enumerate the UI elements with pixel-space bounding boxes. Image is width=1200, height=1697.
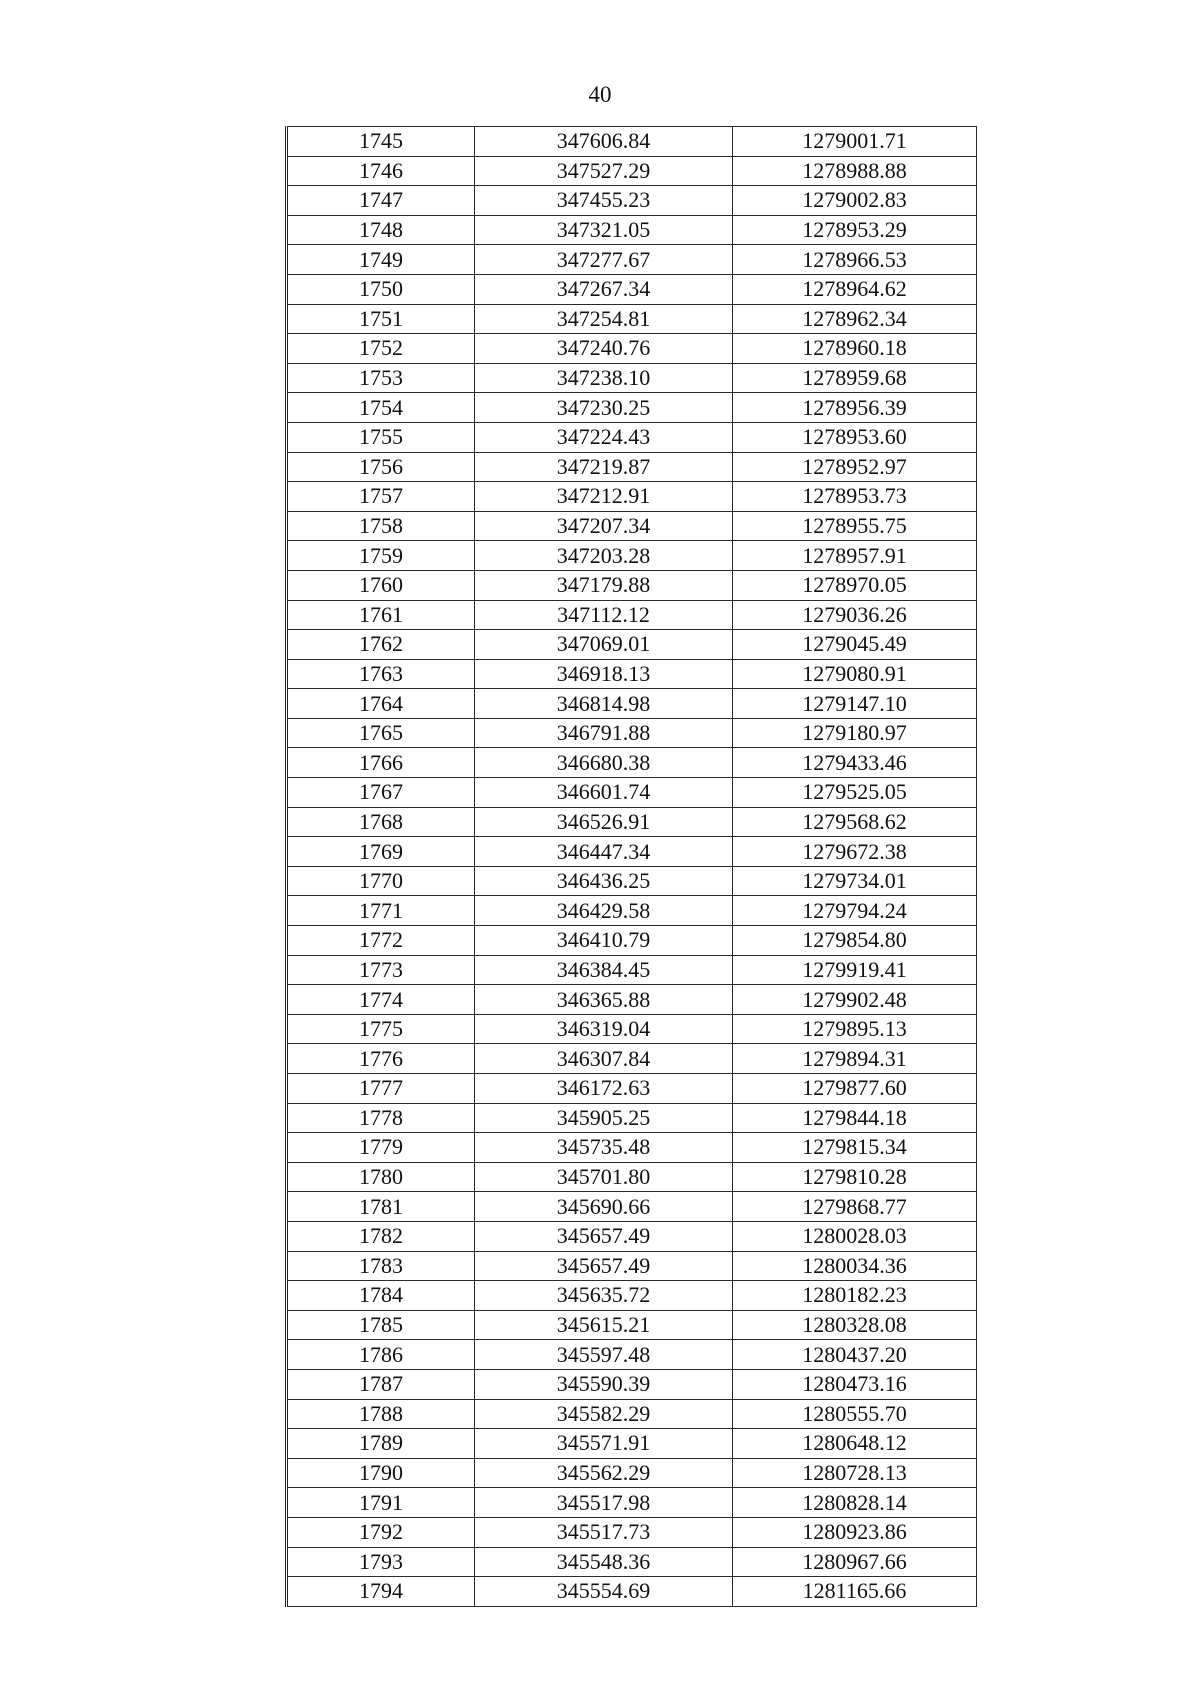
y-coordinate-cell: 1278988.88 [733, 156, 977, 186]
x-coordinate-cell: 345554.69 [475, 1577, 733, 1607]
table-row [287, 1044, 977, 1074]
table-row [287, 274, 977, 304]
x-coordinate-cell: 346429.58 [475, 896, 733, 926]
x-coordinate-cell: 346680.38 [475, 748, 733, 778]
x-coordinate-cell: 346918.13 [475, 659, 733, 689]
y-coordinate-cell: 1278970.05 [733, 570, 977, 600]
table-row [287, 926, 977, 956]
x-coordinate-cell: 346410.79 [475, 926, 733, 956]
point-number-cell: 1764 [287, 689, 475, 719]
x-coordinate-cell: 345905.25 [475, 1103, 733, 1133]
x-coordinate-cell: 346601.74 [475, 778, 733, 808]
point-number-cell: 1757 [287, 482, 475, 512]
x-coordinate-cell: 347321.05 [475, 215, 733, 245]
y-coordinate-cell: 1278964.62 [733, 274, 977, 304]
y-coordinate-cell: 1279036.26 [733, 600, 977, 630]
point-number-cell: 1771 [287, 896, 475, 926]
x-coordinate-cell: 346791.88 [475, 718, 733, 748]
x-coordinate-cell: 347606.84 [475, 127, 733, 157]
y-coordinate-cell: 1280328.08 [733, 1310, 977, 1340]
point-number-cell: 1776 [287, 1044, 475, 1074]
table-row [287, 1103, 977, 1133]
table-row [287, 363, 977, 393]
x-coordinate-cell: 345571.91 [475, 1429, 733, 1459]
table-row [287, 1340, 977, 1370]
point-number-cell: 1758 [287, 511, 475, 541]
table-row [287, 215, 977, 245]
x-coordinate-cell: 347112.12 [475, 600, 733, 630]
point-number-cell: 1788 [287, 1399, 475, 1429]
table-row [287, 1547, 977, 1577]
point-number-cell: 1790 [287, 1458, 475, 1488]
y-coordinate-cell: 1279810.28 [733, 1162, 977, 1192]
table-row [287, 452, 977, 482]
table-row [287, 837, 977, 867]
y-coordinate-cell: 1280028.03 [733, 1221, 977, 1251]
point-number-cell: 1747 [287, 186, 475, 216]
y-coordinate-cell: 1280923.86 [733, 1517, 977, 1547]
y-coordinate-cell: 1279001.71 [733, 127, 977, 157]
y-coordinate-cell: 1279844.18 [733, 1103, 977, 1133]
point-number-cell: 1767 [287, 778, 475, 808]
table-row [287, 1162, 977, 1192]
y-coordinate-cell: 1279902.48 [733, 985, 977, 1015]
x-coordinate-cell: 347179.88 [475, 570, 733, 600]
table-row [287, 186, 977, 216]
point-number-cell: 1749 [287, 245, 475, 275]
y-coordinate-cell: 1279815.34 [733, 1133, 977, 1163]
point-number-cell: 1745 [287, 127, 475, 157]
y-coordinate-cell: 1279734.01 [733, 866, 977, 896]
table-row [287, 1310, 977, 1340]
y-coordinate-cell: 1280828.14 [733, 1488, 977, 1518]
page-number: 40 [588, 82, 612, 107]
x-coordinate-cell: 347230.25 [475, 393, 733, 423]
x-coordinate-cell: 347212.91 [475, 482, 733, 512]
y-coordinate-cell: 1278957.91 [733, 541, 977, 571]
table-row [287, 570, 977, 600]
x-coordinate-cell: 345735.48 [475, 1133, 733, 1163]
x-coordinate-cell: 345615.21 [475, 1310, 733, 1340]
y-coordinate-cell: 1279045.49 [733, 630, 977, 660]
table-row [287, 245, 977, 275]
table-row [287, 1014, 977, 1044]
table-row [287, 1192, 977, 1222]
point-number-cell: 1759 [287, 541, 475, 571]
point-number-cell: 1754 [287, 393, 475, 423]
x-coordinate-cell: 347240.76 [475, 334, 733, 364]
y-coordinate-cell: 1279877.60 [733, 1074, 977, 1104]
x-coordinate-cell: 346526.91 [475, 807, 733, 837]
point-number-cell: 1770 [287, 866, 475, 896]
point-number-cell: 1784 [287, 1281, 475, 1311]
y-coordinate-cell: 1281165.66 [733, 1577, 977, 1607]
table-row [287, 1399, 977, 1429]
x-coordinate-cell: 347203.28 [475, 541, 733, 571]
x-coordinate-cell: 345590.39 [475, 1369, 733, 1399]
x-coordinate-cell: 345517.73 [475, 1517, 733, 1547]
x-coordinate-cell: 345517.98 [475, 1488, 733, 1518]
point-number-cell: 1793 [287, 1547, 475, 1577]
y-coordinate-cell: 1279433.46 [733, 748, 977, 778]
table-row [287, 156, 977, 186]
x-coordinate-cell: 347455.23 [475, 186, 733, 216]
point-number-cell: 1775 [287, 1014, 475, 1044]
y-coordinate-cell: 1279919.41 [733, 955, 977, 985]
point-number-cell: 1751 [287, 304, 475, 334]
y-coordinate-cell: 1279568.62 [733, 807, 977, 837]
x-coordinate-cell: 346814.98 [475, 689, 733, 719]
x-coordinate-cell: 347224.43 [475, 422, 733, 452]
x-coordinate-cell: 347277.67 [475, 245, 733, 275]
point-number-cell: 1748 [287, 215, 475, 245]
y-coordinate-cell: 1280034.36 [733, 1251, 977, 1281]
point-number-cell: 1763 [287, 659, 475, 689]
y-coordinate-cell: 1280182.23 [733, 1281, 977, 1311]
point-number-cell: 1785 [287, 1310, 475, 1340]
y-coordinate-cell: 1279525.05 [733, 778, 977, 808]
x-coordinate-cell: 347069.01 [475, 630, 733, 660]
point-number-cell: 1772 [287, 926, 475, 956]
table-row [287, 1281, 977, 1311]
point-number-cell: 1780 [287, 1162, 475, 1192]
x-coordinate-cell: 346436.25 [475, 866, 733, 896]
table-row [287, 482, 977, 512]
y-coordinate-cell: 1278953.60 [733, 422, 977, 452]
table-row [287, 511, 977, 541]
table-row [287, 1221, 977, 1251]
point-number-cell: 1753 [287, 363, 475, 393]
x-coordinate-cell: 346319.04 [475, 1014, 733, 1044]
x-coordinate-cell: 345701.80 [475, 1162, 733, 1192]
point-number-cell: 1781 [287, 1192, 475, 1222]
point-number-cell: 1774 [287, 985, 475, 1015]
y-coordinate-cell: 1280473.16 [733, 1369, 977, 1399]
x-coordinate-cell: 345690.66 [475, 1192, 733, 1222]
point-number-cell: 1755 [287, 422, 475, 452]
x-coordinate-cell: 345657.49 [475, 1221, 733, 1251]
point-number-cell: 1782 [287, 1221, 475, 1251]
x-coordinate-cell: 346365.88 [475, 985, 733, 1015]
x-coordinate-cell: 345548.36 [475, 1547, 733, 1577]
table-row [287, 659, 977, 689]
point-number-cell: 1773 [287, 955, 475, 985]
table-row [287, 985, 977, 1015]
table-row [287, 1458, 977, 1488]
table-row [287, 304, 977, 334]
point-number-cell: 1783 [287, 1251, 475, 1281]
y-coordinate-cell: 1278959.68 [733, 363, 977, 393]
table-row [287, 127, 977, 157]
x-coordinate-cell: 345635.72 [475, 1281, 733, 1311]
point-number-cell: 1761 [287, 600, 475, 630]
x-coordinate-cell: 345582.29 [475, 1399, 733, 1429]
table-row [287, 1429, 977, 1459]
point-number-cell: 1792 [287, 1517, 475, 1547]
table-row [287, 1133, 977, 1163]
point-number-cell: 1769 [287, 837, 475, 867]
y-coordinate-cell: 1278953.73 [733, 482, 977, 512]
point-number-cell: 1787 [287, 1369, 475, 1399]
table-row [287, 1074, 977, 1104]
y-coordinate-cell: 1279180.97 [733, 718, 977, 748]
point-number-cell: 1777 [287, 1074, 475, 1104]
table-row [287, 866, 977, 896]
table-row [287, 807, 977, 837]
x-coordinate-cell: 346384.45 [475, 955, 733, 985]
table-row [287, 393, 977, 423]
y-coordinate-cell: 1278955.75 [733, 511, 977, 541]
point-number-cell: 1752 [287, 334, 475, 364]
point-number-cell: 1786 [287, 1340, 475, 1370]
y-coordinate-cell: 1279794.24 [733, 896, 977, 926]
table-row [287, 748, 977, 778]
point-number-cell: 1778 [287, 1103, 475, 1133]
table-row [287, 778, 977, 808]
point-number-cell: 1746 [287, 156, 475, 186]
x-coordinate-cell: 347267.34 [475, 274, 733, 304]
coordinates-table-body [287, 127, 977, 1607]
y-coordinate-cell: 1279895.13 [733, 1014, 977, 1044]
y-coordinate-cell: 1280437.20 [733, 1340, 977, 1370]
x-coordinate-cell: 347207.34 [475, 511, 733, 541]
y-coordinate-cell: 1280728.13 [733, 1458, 977, 1488]
y-coordinate-cell: 1279080.91 [733, 659, 977, 689]
y-coordinate-cell: 1278962.34 [733, 304, 977, 334]
table-row [287, 600, 977, 630]
table-row [287, 1488, 977, 1518]
y-coordinate-cell: 1279672.38 [733, 837, 977, 867]
x-coordinate-cell: 346447.34 [475, 837, 733, 867]
point-number-cell: 1750 [287, 274, 475, 304]
x-coordinate-cell: 347219.87 [475, 452, 733, 482]
table-row [287, 541, 977, 571]
table-row [287, 1517, 977, 1547]
y-coordinate-cell: 1278960.18 [733, 334, 977, 364]
table-row [287, 422, 977, 452]
x-coordinate-cell: 347527.29 [475, 156, 733, 186]
y-coordinate-cell: 1280648.12 [733, 1429, 977, 1459]
y-coordinate-cell: 1280967.66 [733, 1547, 977, 1577]
x-coordinate-cell: 345657.49 [475, 1251, 733, 1281]
point-number-cell: 1768 [287, 807, 475, 837]
x-coordinate-cell: 345562.29 [475, 1458, 733, 1488]
point-number-cell: 1789 [287, 1429, 475, 1459]
table-row [287, 334, 977, 364]
table-row [287, 718, 977, 748]
table-row [287, 955, 977, 985]
y-coordinate-cell: 1279868.77 [733, 1192, 977, 1222]
coordinates-table [285, 126, 977, 1607]
y-coordinate-cell: 1278952.97 [733, 452, 977, 482]
x-coordinate-cell: 346172.63 [475, 1074, 733, 1104]
point-number-cell: 1765 [287, 718, 475, 748]
table-row [287, 1251, 977, 1281]
y-coordinate-cell: 1278966.53 [733, 245, 977, 275]
point-number-cell: 1762 [287, 630, 475, 660]
point-number-cell: 1756 [287, 452, 475, 482]
point-number-cell: 1794 [287, 1577, 475, 1607]
x-coordinate-cell: 345597.48 [475, 1340, 733, 1370]
y-coordinate-cell: 1279894.31 [733, 1044, 977, 1074]
point-number-cell: 1760 [287, 570, 475, 600]
y-coordinate-cell: 1278956.39 [733, 393, 977, 423]
y-coordinate-cell: 1279854.80 [733, 926, 977, 956]
table-row [287, 630, 977, 660]
y-coordinate-cell: 1280555.70 [733, 1399, 977, 1429]
x-coordinate-cell: 347238.10 [475, 363, 733, 393]
x-coordinate-cell: 346307.84 [475, 1044, 733, 1074]
table-row [287, 689, 977, 719]
x-coordinate-cell: 347254.81 [475, 304, 733, 334]
y-coordinate-cell: 1279147.10 [733, 689, 977, 719]
point-number-cell: 1779 [287, 1133, 475, 1163]
y-coordinate-cell: 1278953.29 [733, 215, 977, 245]
point-number-cell: 1766 [287, 748, 475, 778]
table-row [287, 1369, 977, 1399]
y-coordinate-cell: 1279002.83 [733, 186, 977, 216]
point-number-cell: 1791 [287, 1488, 475, 1518]
table-row [287, 1577, 977, 1607]
table-row [287, 896, 977, 926]
